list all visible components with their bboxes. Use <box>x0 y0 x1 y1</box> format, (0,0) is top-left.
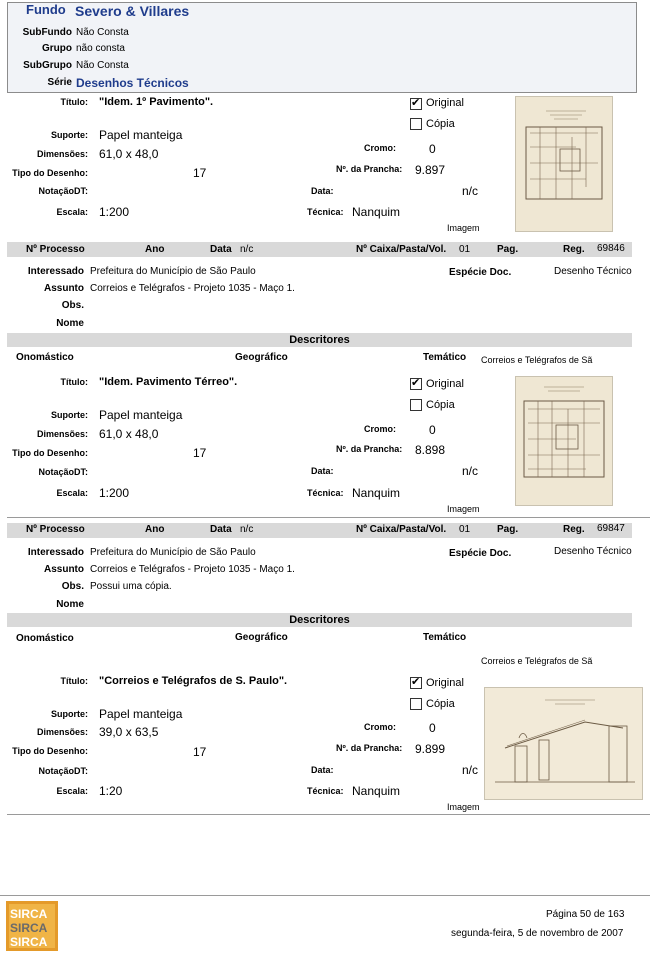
assunto-label: Assunto <box>44 283 84 294</box>
tecnica-label: Técnica: <box>307 786 344 796</box>
original-label: Original <box>426 378 464 390</box>
cromo-value: 0 <box>429 142 436 156</box>
drawing-thumbnail[interactable] <box>515 96 613 232</box>
reg-label: Reg. <box>563 524 585 535</box>
copia-checkbox[interactable] <box>410 698 422 710</box>
ano-label: Ano <box>145 524 165 535</box>
onomastico-label: Onomástico <box>16 633 74 644</box>
record-separator <box>7 814 650 815</box>
tematico-value: Correios e Telégrafos de Sã <box>481 355 593 365</box>
copia-label: Cópia <box>426 399 455 411</box>
svg-text:SIRCA: SIRCA <box>10 935 48 949</box>
titulo-value: "Idem. Pavimento Térreo". <box>99 376 238 388</box>
cromo-label: Cromo: <box>364 424 396 434</box>
especie-label: Espécie Doc. <box>449 548 512 559</box>
sirca-logo-icon <box>6 901 58 951</box>
drawing-thumbnail[interactable] <box>515 376 613 506</box>
interessado-label: Interessado <box>27 266 84 277</box>
tematico-value: Correios e Telégrafos de Sã <box>481 656 593 666</box>
tecnica-label: Técnica: <box>307 488 344 498</box>
escala-label: Escala: <box>56 207 88 217</box>
cromo-label: Cromo: <box>364 143 396 153</box>
data-value: n/c <box>462 464 479 478</box>
prancha-value: 9.899 <box>415 742 446 756</box>
tecnica-value: Nanquim <box>352 486 401 500</box>
interessado-label: Interessado <box>27 547 84 558</box>
prancha-label: Nº. da Prancha: <box>336 743 403 753</box>
elevation-drawing-image <box>485 688 642 799</box>
dimensoes-value: 61,0 x 48,0 <box>99 427 159 441</box>
bar-data-value: n/c <box>240 524 254 535</box>
notacao-label: NotaçãoDT: <box>38 766 88 776</box>
tipo-label: Tipo do Desenho: <box>12 448 88 458</box>
obs-label: Obs. <box>61 581 84 592</box>
process-bar-2 <box>7 523 632 538</box>
notacao-label: NotaçãoDT: <box>38 467 88 477</box>
bar-data-label: Data <box>210 244 232 255</box>
suporte-value: Papel manteiga <box>99 128 183 142</box>
dimensoes-value: 61,0 x 48,0 <box>99 147 159 161</box>
prancha-value: 9.897 <box>415 163 446 177</box>
onomastico-label: Onomástico <box>16 352 74 363</box>
floor-plan-image <box>516 377 612 505</box>
cromo-value: 0 <box>429 721 436 735</box>
especie-label: Espécie Doc. <box>449 267 512 278</box>
tipo-value: 17 <box>193 166 207 180</box>
tecnica-value: Nanquim <box>352 784 401 798</box>
copia-checkbox[interactable] <box>410 399 422 411</box>
dimensoes-label: Dimensões: <box>36 149 88 159</box>
process-bar-1 <box>7 242 632 257</box>
titulo-label: Título: <box>60 676 88 686</box>
suporte-value: Papel manteiga <box>99 408 183 422</box>
fundo-label: Fundo <box>26 2 66 17</box>
original-checkbox[interactable] <box>410 677 422 689</box>
pag-label: Pag. <box>497 244 519 255</box>
bar-data-label: Data <box>210 524 232 535</box>
record-separator <box>7 517 650 518</box>
escala-label: Escala: <box>56 488 88 498</box>
titulo-value: "Idem. 1º Pavimento". <box>99 96 214 108</box>
cromo-value: 0 <box>429 423 436 437</box>
pag-label: Pag. <box>497 524 519 535</box>
tecnica-value: Nanquim <box>352 205 401 219</box>
reg-value: 69847 <box>597 523 625 534</box>
geografico-label: Geográfico <box>235 632 288 643</box>
floor-plan-image <box>516 97 612 231</box>
copia-label: Cópia <box>426 118 455 130</box>
prancha-label: Nº. da Prancha: <box>336 164 403 174</box>
imagem-label: Imagem <box>447 504 480 514</box>
interessado-value: Prefeitura do Município de São Paulo <box>90 266 256 277</box>
ano-label: Ano <box>145 244 165 255</box>
tecnica-label: Técnica: <box>307 207 344 217</box>
dimensoes-label: Dimensões: <box>36 727 88 737</box>
fundo-value: Severo & Villares <box>75 3 190 19</box>
escala-label: Escala: <box>56 786 88 796</box>
nome-label: Nome <box>56 599 84 610</box>
suporte-label: Suporte: <box>51 130 88 140</box>
geografico-label: Geográfico <box>235 352 288 363</box>
data-label: Data: <box>311 765 334 775</box>
tematico-label: Temático <box>423 352 467 363</box>
data-value: n/c <box>462 763 479 777</box>
interessado-value: Prefeitura do Município de São Paulo <box>90 547 256 558</box>
grupo-value: não consta <box>76 43 125 54</box>
processo-label: Nº Processo <box>26 244 85 255</box>
copia-checkbox[interactable] <box>410 118 422 130</box>
reg-label: Reg. <box>563 244 585 255</box>
notacao-label: NotaçãoDT: <box>38 186 88 196</box>
escala-value: 1:20 <box>99 784 123 798</box>
report-date: segunda-feira, 5 de novembro de 2007 <box>451 928 624 939</box>
dimensoes-label: Dimensões: <box>36 429 88 439</box>
tematico-label: Temático <box>423 632 467 643</box>
suporte-label: Suporte: <box>51 709 88 719</box>
data-label: Data: <box>311 466 334 476</box>
nome-label: Nome <box>56 318 84 329</box>
tipo-label: Tipo do Desenho: <box>12 168 88 178</box>
page-number: Página 50 de 163 <box>546 909 625 920</box>
cromo-label: Cromo: <box>364 722 396 732</box>
especie-value: Desenho Técnico <box>554 266 632 277</box>
serie-label: Série <box>47 77 72 88</box>
data-value: n/c <box>462 184 479 198</box>
caixa-label: Nº Caixa/Pasta/Vol. <box>356 524 447 535</box>
reg-value: 69846 <box>597 243 625 254</box>
copia-label: Cópia <box>426 698 455 710</box>
processo-label: Nº Processo <box>26 524 85 535</box>
subfundo-label: SubFundo <box>22 27 72 38</box>
titulo-value: "Correios e Telégrafos de S. Paulo". <box>99 675 288 687</box>
subgrupo-value: Não Consta <box>76 60 129 71</box>
svg-text:SIRCA: SIRCA <box>10 921 48 935</box>
serie-value: Desenhos Técnicos <box>76 76 189 90</box>
footer-divider <box>0 895 650 896</box>
tipo-value: 17 <box>193 745 207 759</box>
escala-value: 1:200 <box>99 486 130 500</box>
original-checkbox[interactable] <box>410 378 422 390</box>
grupo-label: Grupo <box>42 43 72 54</box>
especie-value: Desenho Técnico <box>554 546 632 557</box>
prancha-label: Nº. da Prancha: <box>336 444 403 454</box>
titulo-label: Título: <box>60 97 88 107</box>
drawing-thumbnail[interactable] <box>484 687 643 800</box>
dimensoes-value: 39,0 x 63,5 <box>99 725 159 739</box>
tipo-label: Tipo do Desenho: <box>12 746 88 756</box>
descritores-bar: Descritores <box>7 613 632 627</box>
svg-text:SIRCA: SIRCA <box>10 907 48 921</box>
prancha-value: 8.898 <box>415 443 446 457</box>
obs-label: Obs. <box>61 300 84 311</box>
obs-value: Possui uma cópia. <box>90 581 172 592</box>
assunto-label: Assunto <box>44 564 84 575</box>
bar-data-value: n/c <box>240 244 254 255</box>
data-label: Data: <box>311 186 334 196</box>
suporte-value: Papel manteiga <box>99 707 183 721</box>
assunto-value: Correios e Telégrafos - Projeto 1035 - Maço 1. <box>90 564 295 575</box>
suporte-label: Suporte: <box>51 410 88 420</box>
caixa-value: 01 <box>459 524 471 535</box>
original-checkbox[interactable] <box>410 98 422 110</box>
original-label: Original <box>426 97 464 109</box>
descritores-bar: Descritores <box>7 333 632 347</box>
assunto-value: Correios e Telégrafos - Projeto 1035 - Maço 1. <box>90 283 295 294</box>
original-label: Original <box>426 677 464 689</box>
imagem-label: Imagem <box>447 802 480 812</box>
caixa-value: 01 <box>459 244 471 255</box>
escala-value: 1:200 <box>99 205 130 219</box>
titulo-label: Título: <box>60 377 88 387</box>
caixa-label: Nº Caixa/Pasta/Vol. <box>356 244 447 255</box>
tipo-value: 17 <box>193 446 207 460</box>
imagem-label: Imagem <box>447 223 480 233</box>
sirca-logo <box>6 901 58 951</box>
subgrupo-label: SubGrupo <box>23 60 72 71</box>
subfundo-value: Não Consta <box>76 27 129 38</box>
